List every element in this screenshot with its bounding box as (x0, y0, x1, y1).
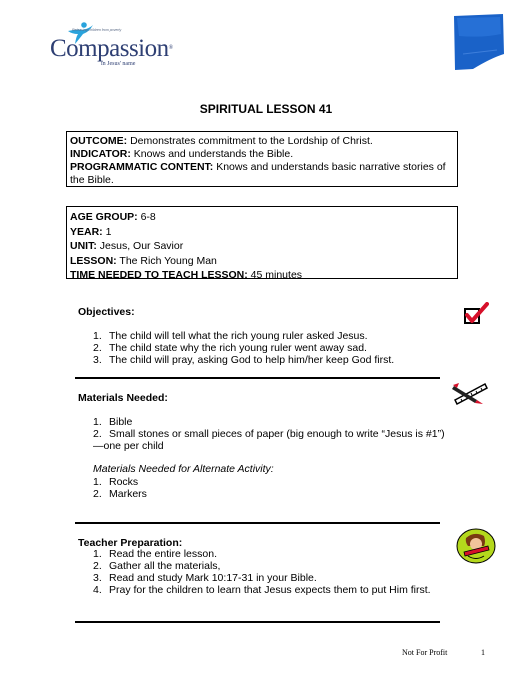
programmatic-text: Knows and understands basic narrative stories of the Bible. (70, 161, 446, 186)
age-group-row (70, 210, 454, 225)
list-item-text: Rocks (109, 476, 139, 488)
list-item (93, 354, 453, 366)
indicator-label: INDICATOR: (70, 148, 131, 160)
list-item-number: 2. (93, 342, 102, 354)
logo-wordmark-text: Compassion (50, 35, 169, 62)
materials-heading: Materials Needed: (78, 392, 168, 404)
year-value: 1 (102, 225, 112, 238)
list-item-text: Bible (109, 416, 133, 428)
time-label: TIME NEEDED TO TEACH LESSON: (70, 269, 248, 282)
list-item-text: Pray for the children to learn that Jesus expects them to put Him first. (109, 584, 431, 596)
list-item (93, 548, 453, 560)
compassion-logo (50, 22, 173, 68)
outcome-text: Demonstrates commitment to the Lordship of Christ. (127, 135, 373, 147)
list-item-text: The child will pray, asking God to help him/her keep God first. (109, 354, 395, 366)
list-item-text: The child will tell what the rich young ruler asked Jesus. (109, 330, 368, 342)
page-title: SPIRITUAL LESSON 41 (199, 102, 333, 116)
time-value: 45 minutes (247, 269, 303, 282)
time-row (70, 268, 454, 283)
footer-page-number: 1 (481, 648, 485, 657)
programmatic-label: PROGRAMMATIC CONTENT: (70, 161, 214, 173)
blue-flag-icon (453, 14, 504, 70)
logo-registered-mark: ® (168, 45, 173, 51)
outcome-row (70, 135, 454, 148)
objectives-list (93, 330, 453, 366)
logo-tagline: Releasing children from poverty (72, 28, 122, 32)
list-item-number: 2. (93, 560, 102, 572)
indicator-text: Knows and understands the Bible. (130, 148, 294, 160)
pencil-ruler-icon (451, 380, 489, 406)
teacher-prep-heading: Teacher Preparation: (78, 537, 183, 549)
list-item-number: 1. (93, 330, 102, 342)
outcome-label: OUTCOME: (70, 135, 128, 147)
year-label: YEAR: (70, 225, 103, 238)
list-item (93, 584, 453, 596)
teacher-prep-list (93, 548, 453, 596)
list-item-number: 3. (93, 354, 102, 366)
list-item-number: 1. (93, 416, 102, 428)
list-item (93, 476, 393, 488)
list-item-text: Markers (109, 488, 147, 500)
list-item-text: Read and study Mark 10:17-31 in your Bible. (109, 572, 317, 584)
footer-not-for-profit: Not For Profit (402, 648, 448, 657)
logo-subline: in Jesus' name (101, 61, 136, 67)
list-item (93, 342, 453, 354)
list-item (93, 560, 453, 572)
outcome-box (66, 131, 458, 187)
list-item (93, 572, 453, 584)
unit-row (70, 239, 454, 254)
list-item (93, 488, 393, 500)
section-divider (75, 377, 440, 379)
unit-label: UNIT: (70, 240, 97, 253)
year-row (70, 225, 454, 240)
lesson-value: The Rich Young Man (116, 254, 217, 267)
list-item-text: The child state why the rich young ruler went away sad. (109, 342, 367, 354)
list-item-number: 1. (93, 476, 102, 488)
lesson-label: LESSON: (70, 254, 117, 267)
list-item-text: Small stones or small pieces of paper (big enough to write “Jesus is #1”)—one per child (93, 428, 445, 452)
list-item-number: 3. (93, 572, 102, 584)
checkbox-check-icon (463, 302, 489, 326)
list-item-number: 4. (93, 584, 102, 596)
alternate-materials-heading: Materials Needed for Alternate Activity: (93, 463, 274, 475)
section-divider (75, 621, 440, 623)
age-group-value: 6-8 (137, 211, 156, 223)
list-item-number: 1. (93, 548, 102, 560)
logo-wordmark (50, 36, 173, 61)
list-item (93, 428, 448, 452)
programmatic-row (70, 161, 454, 187)
list-item-number: 2. (93, 428, 102, 440)
age-group-label: AGE GROUP: (70, 211, 138, 223)
indicator-row (70, 148, 454, 161)
lesson-info-box (66, 206, 458, 282)
list-item (93, 330, 453, 342)
section-divider (75, 522, 440, 524)
objectives-heading: Objectives: (78, 306, 135, 318)
unit-value: Jesus, Our Savior (96, 240, 184, 253)
teacher-reading-icon (456, 528, 496, 564)
list-item-text: Read the entire lesson. (109, 548, 217, 560)
list-item-text: Gather all the materials, (109, 560, 221, 572)
materials-list (93, 416, 448, 452)
list-item-number: 2. (93, 488, 102, 500)
alternate-materials-list (93, 476, 393, 500)
list-item (93, 416, 448, 428)
lesson-row (70, 254, 454, 269)
